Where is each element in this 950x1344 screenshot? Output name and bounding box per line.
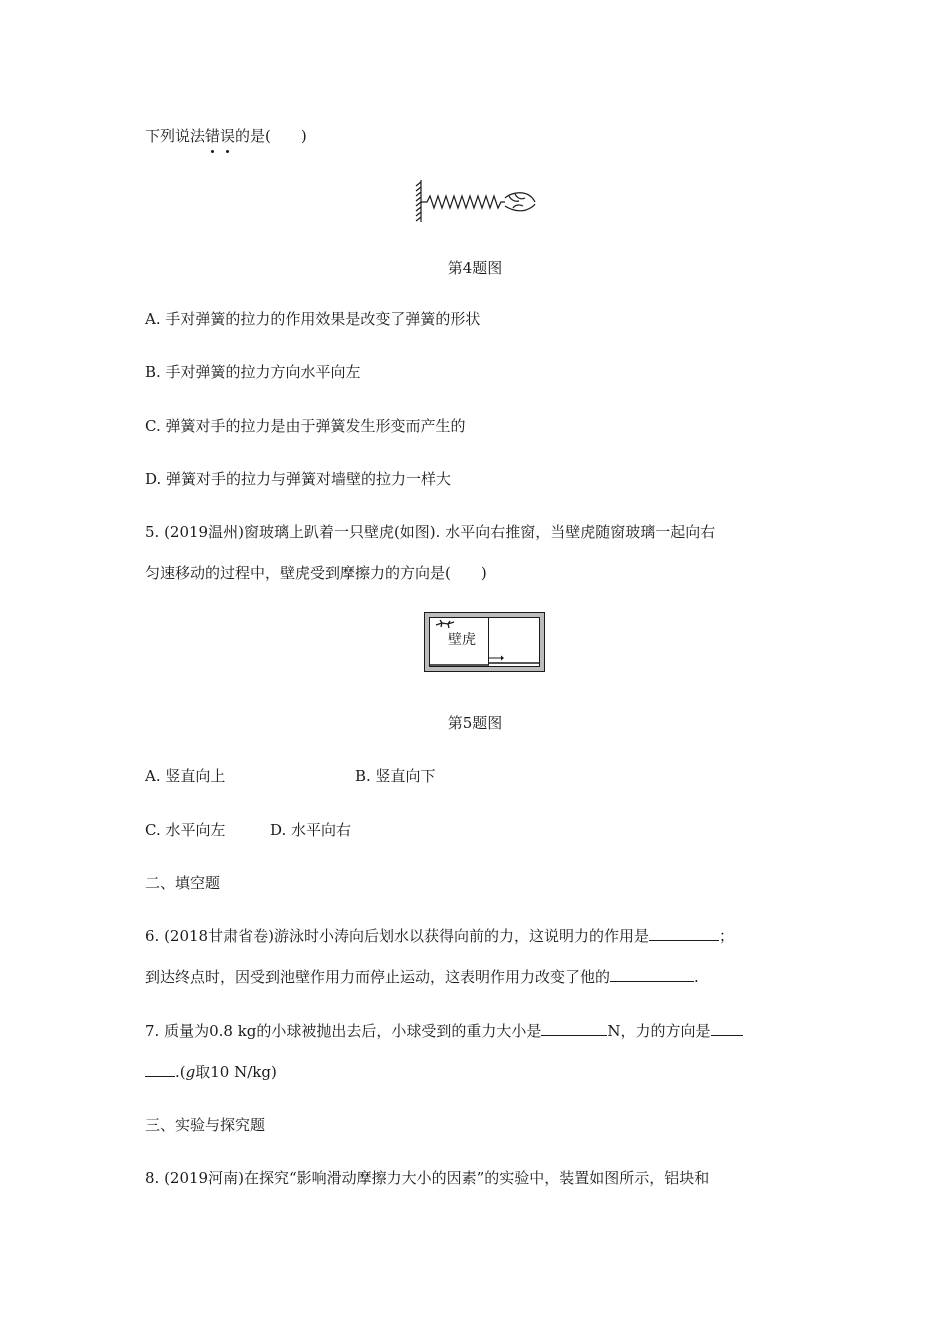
q6-text: 到达终点时，因受到池壁作用力而停止运动，这表明作用力改变了他的 bbox=[145, 968, 611, 986]
q7-text: 取10 N/kg) bbox=[195, 1063, 277, 1081]
q4-option-b: B. 手对弹簧的拉力方向水平向左 bbox=[145, 363, 361, 381]
q6-blank-2[interactable] bbox=[610, 967, 694, 982]
q6-text: 6. (2018甘肃省卷)游泳时小涛向后划水以获得向前的力，这说明力的作用是 bbox=[145, 927, 649, 945]
section-fill-in-title: 二、填空题 bbox=[145, 874, 221, 892]
gecko-icon bbox=[434, 619, 458, 631]
q7-line1 bbox=[145, 1021, 743, 1041]
q4-caption: 第4题图 bbox=[447, 259, 503, 277]
q7-blank-2[interactable] bbox=[711, 1021, 743, 1036]
section-experiment-title: 三、实验与探究题 bbox=[145, 1116, 266, 1134]
spring-coil bbox=[421, 196, 505, 208]
q4-stem-emphasis: 误 bbox=[220, 127, 236, 145]
window-figure bbox=[424, 612, 545, 672]
q4-stem bbox=[145, 126, 307, 146]
q4-stem-text: 下列说法 bbox=[145, 127, 206, 145]
q7-text: .( bbox=[175, 1063, 186, 1081]
q4-stem-text: 的是( ) bbox=[235, 127, 307, 145]
push-arrow-icon bbox=[488, 654, 504, 662]
q5-stem-line1: 5. (2019温州)窗玻璃上趴着一只壁虎(如图). 水平向右推窗，当壁虎随窗玻璃一起向右 bbox=[145, 523, 716, 541]
gecko-label: 壁虎 bbox=[448, 632, 476, 648]
q7-line2 bbox=[145, 1062, 277, 1082]
spring-figure bbox=[405, 176, 540, 226]
q4-stem-emphasis: 错 bbox=[205, 127, 221, 145]
q7-blank-1[interactable] bbox=[541, 1021, 607, 1036]
q8-line1: 8. (2019河南)在探究“影响滑动摩擦力大小的因素”的实验中，装置如图所示，铝块和 bbox=[145, 1169, 710, 1187]
q6-blank-1[interactable] bbox=[649, 926, 719, 941]
q4-option-a: A. 手对弹簧的拉力的作用效果是改变了弹簧的形状 bbox=[145, 310, 481, 328]
q5-stem-line2: 匀速移动的过程中，壁虎受到摩擦力的方向是( ) bbox=[145, 564, 487, 582]
q6-text: ； bbox=[718, 927, 734, 945]
q7-text: N，力的方向是 bbox=[607, 1022, 711, 1040]
q7-text: 7. 质量为0.8 kg的小球被抛出去后，小球受到的重力大小是 bbox=[145, 1022, 542, 1040]
hand-outline bbox=[505, 193, 535, 211]
window-frame bbox=[429, 617, 540, 667]
q7-blank-2-cont[interactable] bbox=[145, 1062, 175, 1077]
q4-option-c: C. 弹簧对手的拉力是由于弹簧发生形变而产生的 bbox=[145, 417, 466, 435]
q5-option-b: B. 竖直向下 bbox=[355, 767, 436, 785]
q4-option-d: D. 弹簧对手的拉力与弹簧对墙壁的拉力一样大 bbox=[145, 470, 452, 488]
wall-hatch bbox=[416, 182, 421, 221]
q5-option-a: A. 竖直向上 bbox=[145, 767, 226, 785]
q5-option-c: C. 水平向左 bbox=[145, 821, 226, 839]
window-left-pane bbox=[430, 618, 489, 666]
q5-caption: 第5题图 bbox=[447, 714, 503, 732]
q6-text: . bbox=[694, 968, 699, 986]
q5-option-d: D. 水平向右 bbox=[270, 821, 352, 839]
q6-line2 bbox=[145, 967, 699, 987]
q7-variable: g bbox=[185, 1063, 196, 1081]
q6-line1 bbox=[145, 926, 734, 946]
